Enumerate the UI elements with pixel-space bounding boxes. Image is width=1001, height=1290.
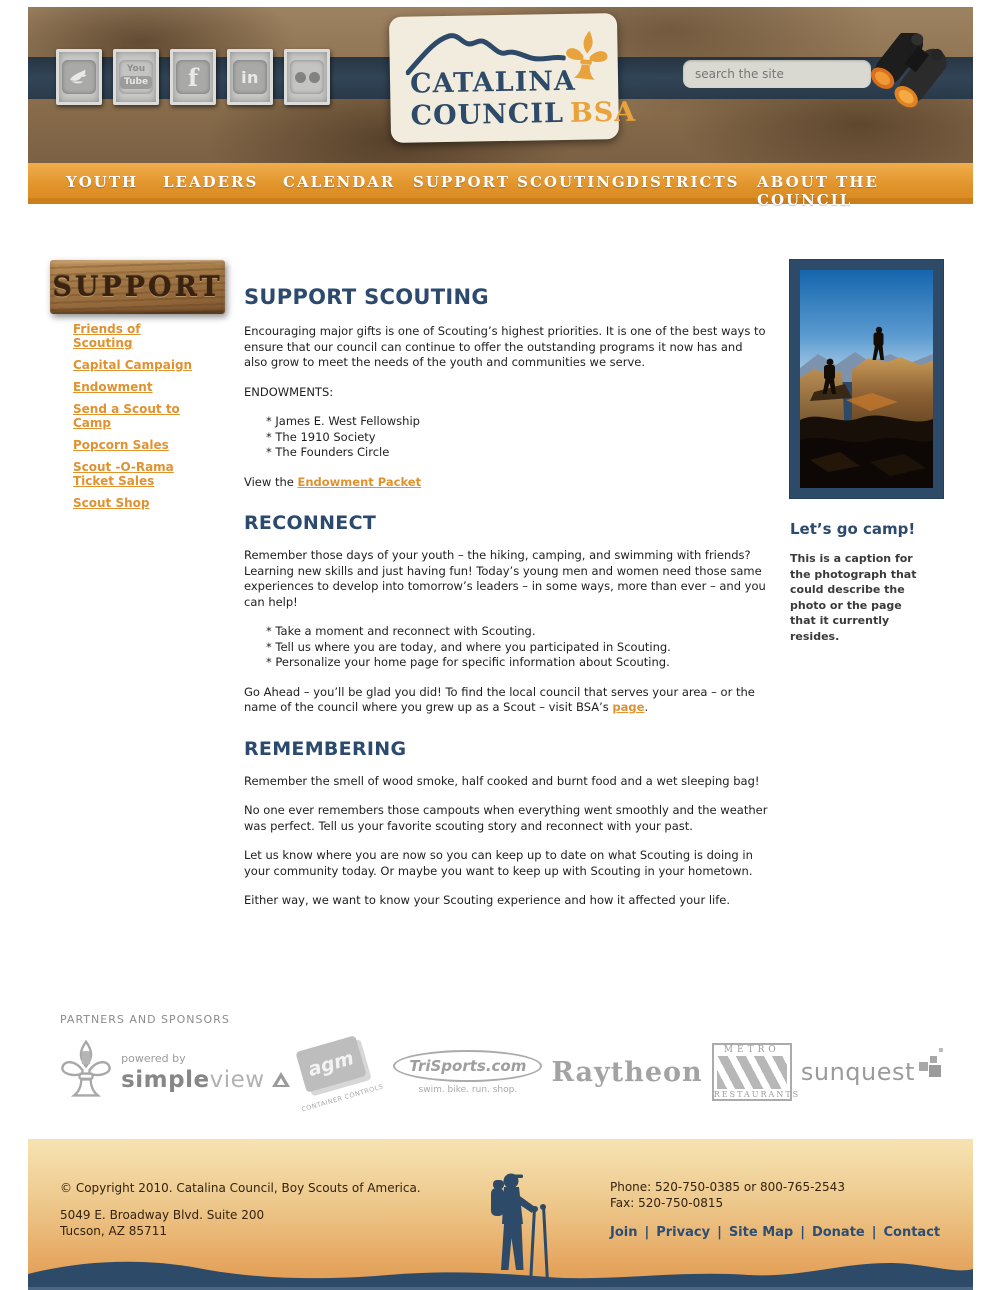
copyright-text: © Copyright 2010. Catalina Council, Boy Scouts of America.: [60, 1181, 421, 1195]
sidebar-link-scout-shop[interactable]: Scout Shop: [73, 496, 150, 510]
site-search: [683, 60, 871, 88]
search-input[interactable]: [683, 60, 871, 88]
footer-link-contact[interactable]: Contact: [883, 1225, 941, 1240]
nav-item-leaders[interactable]: LEADERS: [163, 173, 259, 191]
nav-item-youth[interactable]: YOUTH: [66, 173, 139, 191]
footer-contact-block: [610, 1179, 940, 1240]
metro-stripes-icon: [717, 1056, 787, 1089]
remembering-paragraph-4: Either way, we want to know your Scouting experience and how it affected your life.: [244, 893, 731, 907]
page: [28, 0, 973, 1290]
sidebar-link-friends-of-scouting[interactable]: Friends of Scouting: [73, 322, 141, 350]
nav-item-calendar[interactable]: CALENDAR: [283, 173, 396, 191]
footer-link-privacy[interactable]: Privacy: [656, 1225, 711, 1240]
agm-logo[interactable]: agm CONTAINER CONTROLS: [300, 1043, 385, 1102]
endowment-packet-link[interactable]: Endowment Packet: [297, 474, 422, 489]
metro-restaurants-logo[interactable]: METRO RESTAURANTS: [713, 1045, 801, 1099]
remembering-heading: REMEMBERING: [244, 737, 407, 760]
partners-label: PARTNERS AND SPONSORS: [60, 1013, 230, 1026]
list-item: * Tell us where you are today, and where you participated in Scouting.: [266, 639, 671, 654]
reconnect-paragraph: Remember those days of your youth – the hiking, camping, and swimming with friends? Learning new skills and just having fun! Today’s young men and women need those same experiences to develop into tomorrow’s leaders – in some ways, more than ever – and you can help!: [244, 548, 766, 609]
twitter-icon: [62, 60, 96, 94]
linkedin-stamp-link[interactable]: [227, 49, 273, 105]
flickr-icon: [290, 60, 324, 94]
remembering-paragraph-3: Let us know where you are now so you can keep up to date on what Scouting is doing in your community today. Or maybe you want to keep up with Scouting in your hometown.: [244, 848, 753, 878]
footer-link-site-map[interactable]: Site Map: [728, 1225, 794, 1240]
endowments-label: ENDOWMENTS:: [244, 384, 334, 399]
reconnect-heading: RECONNECT: [244, 512, 377, 534]
raytheon-logo[interactable]: Raytheon: [551, 1056, 703, 1088]
support-section-sign: [50, 260, 225, 314]
trisports-logo[interactable]: TriSports.com swim. bike. run. shop.: [393, 1050, 542, 1095]
page-title: SUPPORT SCOUTING: [244, 285, 489, 309]
phone-text: Phone: 520-750-0385 or 800-765-2543: [610, 1180, 845, 1194]
footer-link-join[interactable]: Join: [610, 1225, 638, 1240]
address-line-2: Tucson, AZ 85711: [60, 1224, 167, 1238]
site-header: [28, 7, 973, 163]
bsa-fleur-icon: [60, 1037, 112, 1103]
fax-text: Fax: 520-750-0815: [610, 1196, 724, 1210]
binoculars-icon: [846, 33, 966, 125]
sidebar-link-send-a-scout-to-camp[interactable]: Send a Scout to Camp: [73, 402, 180, 430]
logo-text-line1: CATALINA: [409, 65, 577, 100]
site-footer: [28, 1139, 973, 1290]
bsa-partner-logo[interactable]: [60, 1037, 112, 1107]
reconnect-list: [266, 624, 768, 671]
photo-caption-text: This is a caption for the photograph that could describe the photo or the page that it currently resides.: [790, 552, 917, 643]
sign-label: SUPPORT: [52, 271, 223, 303]
linkedin-icon: in: [233, 60, 267, 94]
partners-row: [60, 1036, 945, 1114]
go-ahead-paragraph: Go Ahead – you’ll be glad you did! To find the local council that serves your area – or the name of the council where you grew up as a Scout – visit BSA’s page.: [244, 684, 755, 714]
youtube-stamp-link[interactable]: [113, 49, 159, 105]
twitter-stamp-link[interactable]: [56, 49, 102, 105]
youtube-text-bottom: Tube: [120, 76, 152, 89]
youtube-text-top: You: [126, 64, 146, 74]
hikers-photo: [790, 260, 943, 498]
sunquest-logo[interactable]: sunquest: [801, 1058, 945, 1086]
photo-sidebar: [790, 260, 948, 644]
sunquest-pixels-icon: [919, 1054, 945, 1080]
simpleview-triangle-icon: [272, 1072, 290, 1087]
council-logo[interactable]: [389, 13, 637, 143]
sidebar-nav: [73, 322, 201, 518]
endowments-list: [266, 414, 768, 461]
nav-item-districts[interactable]: DISTRICTS: [626, 173, 740, 191]
social-stamps: [56, 49, 330, 105]
flickr-stamp-link[interactable]: [284, 49, 330, 105]
footer-links: Join | Privacy | Site Map | Donate | Contact: [610, 1225, 941, 1240]
facebook-stamp-link[interactable]: [170, 49, 216, 105]
facebook-icon: f: [176, 60, 210, 94]
address-line-1: 5049 E. Broadway Blvd. Suite 200: [60, 1208, 265, 1222]
view-packet-line: View the Endowment Packet: [244, 474, 422, 489]
nav-item-about-the-council[interactable]: ABOUT THE COUNCIL: [757, 173, 879, 209]
bsa-page-link[interactable]: page: [612, 700, 645, 714]
sidebar-link-scout-o-rama-ticket-sales[interactable]: Scout -O-Rama Ticket Sales: [73, 460, 174, 488]
list-item: * Take a moment and reconnect with Scouting.: [266, 624, 536, 638]
footer-address-block: [60, 1181, 421, 1239]
footer-wave: [28, 1250, 973, 1290]
remembering-paragraph-2: No one ever remembers those campouts when everything went smoothly and the weather was perfect. Tell us your favorite scouting story and reconnect with your past.: [244, 803, 768, 833]
remembering-paragraph-1: Remember the smell of wood smoke, half cooked and burnt food and a wet sleeping bag!: [244, 773, 760, 788]
youtube-icon: [119, 60, 153, 94]
sidebar-link-popcorn-sales[interactable]: Popcorn Sales: [73, 438, 169, 452]
sidebar-link-endowment[interactable]: Endowment: [73, 380, 153, 394]
main-content: [244, 285, 768, 923]
list-item: * Personalize your home page for specific information about Scouting.: [266, 655, 670, 669]
sidebar-link-capital-campaign[interactable]: Capital Campaign: [73, 358, 193, 372]
list-item: * The Founders Circle: [266, 445, 390, 459]
nav-item-support-scouting[interactable]: SUPPORT SCOUTING: [413, 173, 627, 191]
logo-bsa-text: BSA: [569, 96, 637, 129]
list-item: * The 1910 Society: [266, 429, 376, 444]
logo-text-line2: COUNCIL BSA: [410, 96, 637, 132]
intro-paragraph: Encouraging major gifts is one of Scouting’s highest priorities. It is one of the best ways to ensure that our council can continue to offer the outstanding programs it now has and also grow to meet the needs of the youth and communities we serve.: [244, 324, 766, 369]
footer-link-donate[interactable]: Donate: [811, 1225, 865, 1240]
list-item: * James E. West Fellowship: [266, 414, 420, 428]
photo-caption-title: Let’s go camp!: [790, 520, 916, 538]
simpleview-logo[interactable]: powered by simpleview: [121, 1052, 290, 1093]
main-nav: [28, 163, 973, 209]
